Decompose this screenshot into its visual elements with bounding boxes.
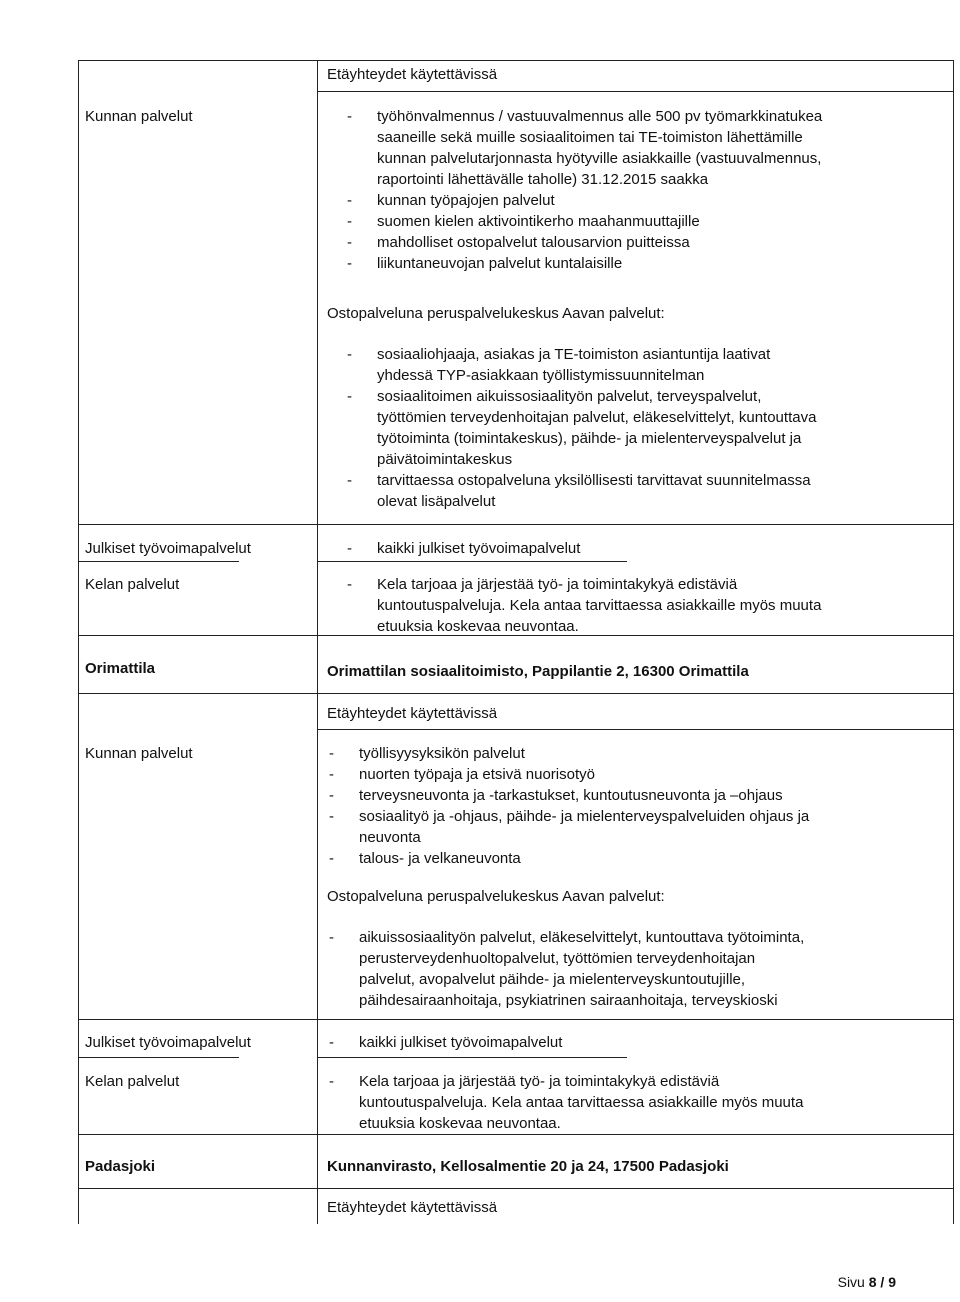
list-item [345,253,822,274]
row-divider [79,524,953,525]
list-item-line: työtoiminta (toimintakeskus), päihde- ja mielenterveyspalvelut ja [377,430,802,447]
page-current: 8 [868,1274,877,1290]
municipality-name: Padasjoki [85,1158,156,1175]
list-item-line: - kaikki julkiset työvoimapalvelut [377,540,581,557]
list-item-line: kuntoutuspalveluja. Kela antaa tarvittaessa asiakkaille myös muuta [359,1094,804,1111]
kela-services-label: Kelan palvelut [85,576,180,593]
list-item-line: - suomen kielen aktivointikerho maahanmuuttajille [377,213,700,230]
public-employment-services-label: Julkiset työvoimapalvelut [85,1034,251,1051]
list-item [345,190,822,211]
public-employment-services-list [345,538,580,559]
list-item-line: - työllisyysyksikön palvelut [359,745,525,762]
page-separator: / [880,1274,885,1290]
page-number [838,1272,896,1293]
remote-access-header: Etäyhteydet käytettävissä [327,66,498,83]
list-item [345,232,822,253]
list-item-line: - sosiaaliohjaaja, asiakas ja TE-toimiston asiantuntija laativat [377,346,771,363]
kela-services-list [327,1071,803,1134]
list-item-line: saaneille sekä muille sosiaalitoimen tai TE-toimiston lähettämille [377,129,803,146]
municipal-services-label: Kunnan palvelut [85,745,193,762]
municipal-services-list [345,106,822,274]
list-item [345,106,822,190]
list-item-line: kuntoutuspalveluja. Kela antaa tarvittaessa asiakkaille myös muuta [377,597,822,614]
list-item-line: - kaikki julkiset työvoimapalvelut [359,1034,563,1051]
list-item [345,538,580,559]
list-item [345,574,821,637]
row-divider [79,1188,953,1189]
list-item [327,764,809,785]
page-total: 9 [888,1274,896,1290]
row-divider [79,693,953,694]
list-item-line: kunnan palvelutarjonnasta hyötyville asiakkaille (vastuuvalmennus, [377,150,822,167]
list-item-line: - aikuissosiaalityön palvelut, eläkeselvittelyt, kuntouttava työtoiminta, [359,929,805,946]
row-divider [79,1134,953,1135]
list-item-line: raportointi lähettävälle taholle) 31.12.2015 saakka [377,171,709,188]
list-item-line: - terveysneuvonta ja -tarkastukset, kuntoutusneuvonta ja –ohjaus [359,787,783,804]
list-item-line: - talous- ja velkaneuvonta [359,850,521,867]
list-item-line: etuuksia koskevaa neuvontaa. [377,618,579,635]
outsourced-services-list [327,927,804,1011]
kela-services-label: Kelan palvelut [85,1073,180,1090]
remote-access-header: Etäyhteydet käytettävissä [327,705,498,722]
row-divider [317,729,953,730]
list-item-line: päivätoimintakeskus [377,451,513,468]
services-table [78,60,954,1224]
list-item-line: - liikuntaneuvojan palvelut kuntalaisille [377,255,623,272]
list-item-line: - kunnan työpajojen palvelut [377,192,555,209]
list-item-line: palvelut, avopalvelut päihde- ja mielenterveyskuntoutujille, [359,971,746,988]
public-employment-services-label: Julkiset työvoimapalvelut [85,540,251,557]
row-divider [317,91,953,92]
office-address: Kunnanvirasto, Kellosalmentie 20 ja 24, 17500 Padasjoki [327,1158,729,1175]
list-item-line: neuvonta [359,829,421,846]
list-item-line: - työhönvalmennus / vastuuvalmennus alle 500 pv työmarkkinatukea [377,108,823,125]
remote-access-header: Etäyhteydet käytettävissä [327,1199,498,1216]
list-item-line: etuuksia koskevaa neuvontaa. [359,1115,561,1132]
list-item-line: - tarvittaessa ostopalveluna yksilöllisesti tarvittavat suunnitelmassa [377,472,811,489]
row-divider [317,561,627,562]
row-divider [79,1019,953,1020]
list-item [327,848,809,869]
list-item-line: - sosiaalityö ja -ohjaus, päihde- ja mielenterveyspalveluiden ohjaus ja [359,808,810,825]
outsourced-services-header: Ostopalveluna peruspalvelukeskus Aavan palvelut: [327,305,665,322]
list-item [327,1071,803,1134]
row-divider [79,1057,239,1058]
list-item [327,927,804,1011]
municipal-services-list [327,743,809,869]
row-divider [317,1057,627,1058]
list-item [345,344,816,386]
row-divider [79,561,239,562]
list-item [345,386,816,470]
list-item-line: päihdesairaanhoitaja, psykiatrinen sairaanhoitaja, terveyskioski [359,992,778,1009]
list-item-line: perusterveydenhuoltopalvelut, työttömien terveydenhoitajan [359,950,756,967]
list-item-line: työttömien terveydenhoitajan palvelut, eläkeselvittelyt, kuntouttava [377,409,817,426]
list-item [327,806,809,848]
municipality-name: Orimattila [85,660,156,677]
list-item [327,743,809,764]
list-item-line: - Kela tarjoaa ja järjestää työ- ja toimintakykyä edistäviä [359,1073,720,1090]
list-item [345,211,822,232]
row-divider [79,635,953,636]
kela-services-list [345,574,821,637]
page-label: Sivu [837,1274,865,1290]
column-divider [317,61,318,1224]
list-item [327,1032,562,1053]
list-item-line: - mahdolliset ostopalvelut talousarvion puitteissa [377,234,690,251]
outsourced-services-header: Ostopalveluna peruspalvelukeskus Aavan palvelut: [327,888,665,905]
municipal-services-label: Kunnan palvelut [85,108,193,125]
list-item [327,785,809,806]
outsourced-services-list [345,344,816,512]
list-item-line: - Kela tarjoaa ja järjestää työ- ja toimintakykyä edistäviä [377,576,738,593]
list-item-line: - nuorten työpaja ja etsivä nuorisotyö [359,766,595,783]
public-employment-services-list [327,1032,562,1053]
list-item [345,470,816,512]
list-item-line: olevat lisäpalvelut [377,493,496,510]
list-item-line: - sosiaalitoimen aikuissosiaalityön palvelut, terveyspalvelut, [377,388,762,405]
office-address: Orimattilan sosiaalitoimisto, Pappilantie 2, 16300 Orimattila [327,663,749,680]
list-item-line: yhdessä TYP-asiakkaan työllistymissuunnitelman [377,367,705,384]
